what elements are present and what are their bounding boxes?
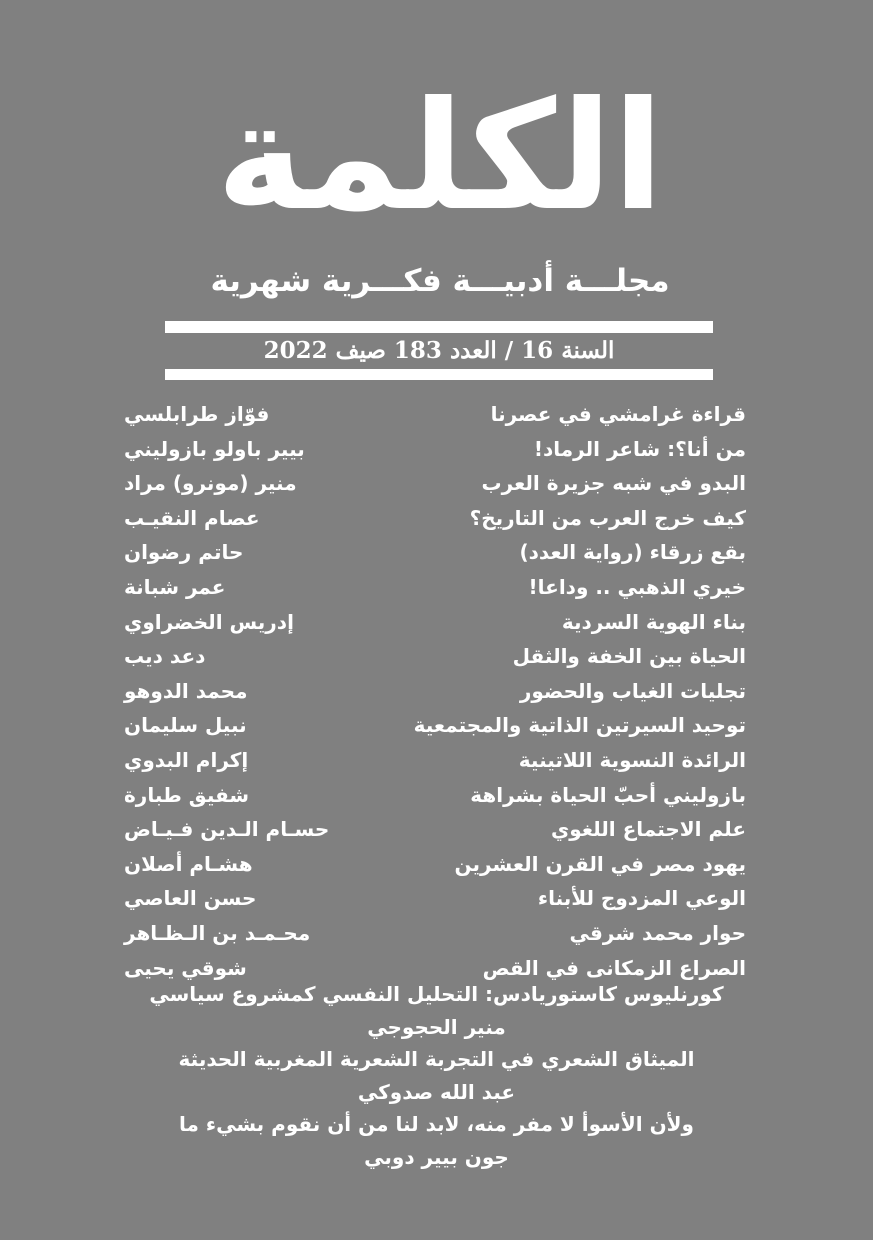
toc-row: [110, 847, 760, 882]
toc-row: [110, 708, 760, 743]
article-author: إكرام البدوي: [124, 747, 249, 772]
article-title: الرائدة النسوية اللاتينية: [518, 747, 746, 772]
article-title: الوعي المزدوج للأبناء: [537, 886, 746, 911]
article-title: تجليات الغياب والحضور: [519, 678, 746, 703]
toc-row: [110, 570, 760, 605]
article-title: كيف خرج العرب من التاريخ؟: [469, 505, 746, 530]
logo-text: الكلمة: [216, 70, 664, 244]
article-author: محـمـد بن الـظـاهر: [124, 920, 311, 945]
article-title: بناء الهوية السردية: [561, 609, 746, 634]
toc-row: [110, 466, 760, 501]
article-author: حسـام الـدين فـيـاض: [124, 817, 330, 842]
article-author: محمد الدوهو: [124, 678, 248, 703]
article-author: دعد ديب: [124, 644, 206, 669]
table-of-contents: [110, 397, 760, 985]
article-author: حسن العاصي: [124, 886, 257, 911]
featured-author: جون بيير دوبي: [364, 1144, 509, 1169]
featured-title: ولأن الأسوأ لا مفر منه، لابد لنا من أن نقوم بشيء ما: [179, 1112, 694, 1137]
article-title: حوار محمد شرقي: [569, 920, 746, 945]
article-title: من أنا؟: شاعر الرماد!: [533, 436, 746, 461]
toc-row: [110, 674, 760, 709]
toc-row: [110, 778, 760, 813]
magazine-tagline: مجلـــة أدبيـــة فكـــرية شهرية: [210, 263, 670, 299]
toc-row: [110, 812, 760, 847]
article-title: علم الاجتماع اللغوي: [550, 817, 746, 842]
article-author: إدريس الخضراوي: [124, 609, 294, 634]
article-author: شوقي يحيى: [124, 955, 247, 980]
article-title: خيري الذهبي .. وداعا!: [528, 574, 746, 599]
featured-title: الميثاق الشعري في التجربة الشعرية المغربية الحديثة: [178, 1047, 695, 1072]
article-title: الصراع الزمكانى في القص: [482, 955, 746, 980]
featured-articles: [100, 978, 773, 1174]
article-title: البدو في شبه جزيرة العرب: [481, 471, 746, 496]
top-rule: [165, 321, 713, 333]
toc-row: [110, 605, 760, 640]
article-author: شفيق طبارة: [124, 782, 250, 807]
article-title: الحياة بين الخفة والثقل: [512, 644, 746, 669]
article-author: منير (مونرو) مراد: [124, 471, 297, 496]
issue-info: السنة 16 / العدد 183 صيف 2022: [263, 337, 615, 364]
toc-row: [110, 916, 760, 951]
toc-row: [110, 743, 760, 778]
article-author: فوّاز طرابلسي: [124, 402, 270, 426]
article-title: قراءة غرامشي في عصرنا: [490, 402, 746, 426]
article-author: عصام النقيـب: [124, 505, 260, 530]
magazine-logo: [165, 62, 715, 258]
article-title: توحيد السيرتين الذاتية والمجتمعية: [413, 713, 746, 738]
toc-row: [110, 397, 760, 432]
toc-row: [110, 639, 760, 674]
article-author: عمر شبانة: [124, 574, 226, 599]
article-title: يهود مصر في القرن العشرين: [454, 851, 746, 876]
toc-row: [110, 535, 760, 570]
article-author: بيير باولو بازوليني: [124, 436, 305, 461]
article-author: هشـام أصلان: [124, 851, 253, 876]
article-author: نبيل سليمان: [124, 713, 247, 738]
article-title: بقع زرقاء (رواية العدد): [519, 540, 746, 565]
article-author: حاتم رضوان: [124, 540, 244, 565]
bottom-rule: [165, 369, 713, 380]
toc-row: [110, 432, 760, 467]
article-title: بازوليني أحبّ الحياة بشراهة: [470, 782, 746, 807]
toc-row: [110, 501, 760, 536]
featured-author: عبد الله صدوكي: [357, 1079, 516, 1104]
toc-row: [110, 881, 760, 916]
featured-author: منير الحجوجي: [367, 1014, 506, 1039]
featured-title: كورنليوس كاستوريادس: التحليل النفسي كمشروع سياسي: [149, 982, 724, 1006]
